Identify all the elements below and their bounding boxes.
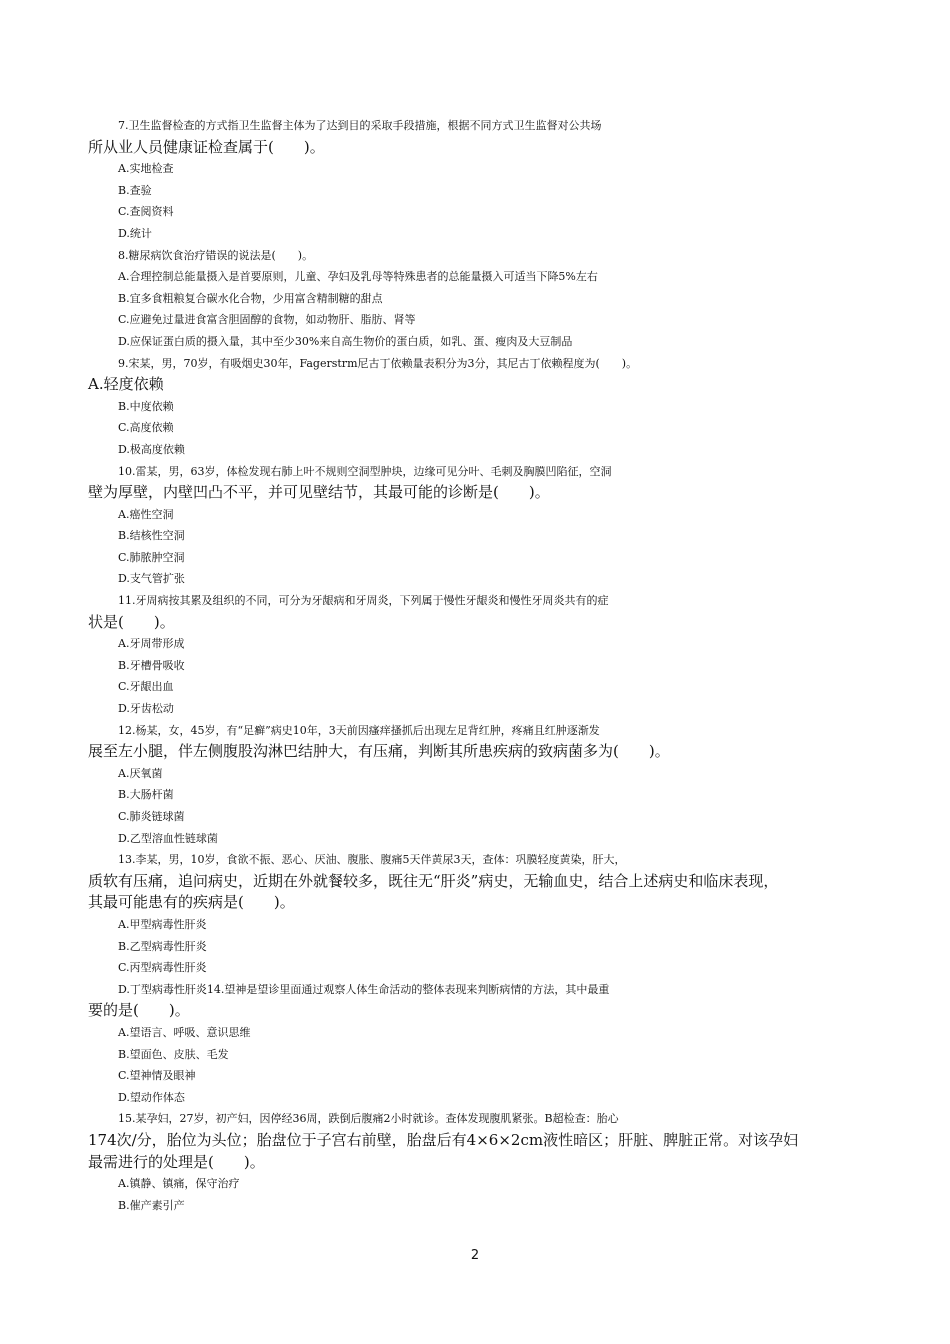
q12-stem-line-1: 12.杨某，女，45岁，有“足癣”病史10年，3天前因瘙痒搔抓后出现左足背红肿，疼痛且红肿逐渐发 (118, 723, 600, 737)
q8-option-d: D.应保证蛋白质的摄入量，其中至少30%来自高生物价的蛋白质，如乳、蛋、瘦肉及大豆制品 (118, 334, 573, 348)
q10-stem-line-2: 壁为厚壁，内壁凹凸不平，并可见壁结节，其最可能的诊断是( )。 (88, 483, 550, 502)
q8-option-a: A.合理控制总能量摄入是首要原则，儿童、孕妇及乳母等特殊患者的总能量摄入可适当下降5%左右 (118, 270, 598, 284)
q14-stem-line-2: 要的是( )。 (88, 1001, 190, 1020)
q9-option-b: B.中度依赖 (118, 399, 174, 413)
q9-stem: 9.宋某，男，70岁，有吸烟史30年，Fagerstrm尼古丁依赖量表积分为3分，其尼古丁依赖程度为( )。 (118, 356, 638, 370)
q9-option-a: A.轻度依赖 (88, 375, 164, 394)
q13-option-b: B.乙型病毒性肝炎 (118, 939, 207, 953)
q12-option-a: A.厌氧菌 (118, 766, 163, 780)
q11-option-b: B.牙槽骨吸收 (118, 658, 185, 672)
q11-option-c: C.牙龈出血 (118, 680, 174, 694)
q9-option-d: D.极高度依赖 (118, 442, 185, 456)
q11-option-d: D.牙齿松动 (118, 702, 174, 716)
q7-stem-line-1: 7.卫生监督检查的方式指卫生监督主体为了达到目的采取手段措施，根据不同方式卫生监督对公共场 (118, 119, 602, 132)
q13-stem-line-1: 13.李某，男，10岁，食欲不振、恶心、厌油、腹胀、腹痛5天伴黄尿3天，查体：巩膜轻度黄染，肝大， (118, 853, 626, 867)
page-number: 2 (470, 1248, 480, 1263)
q10-option-b: B.结核性空洞 (118, 529, 185, 543)
q10-option-a: A.癌性空洞 (118, 507, 174, 521)
q12-stem-line-2: 展至左小腿，伴左侧腹股沟淋巴结肿大，有压痛，判断其所患疾病的致病菌多为( )。 (88, 742, 670, 761)
q7-stem-line-2: 所从业人员健康证检查属于( )。 (88, 137, 325, 156)
q10-option-c: C.肺脓肿空洞 (118, 550, 185, 564)
q15-stem-line-1: 15.某孕妇，27岁，初产妇，因停经36周，跌倒后腹痛2小时就诊。查体发现腹肌紧张。B超检查：胎心 (118, 1112, 619, 1126)
q13-option-c: C.丙型病毒性肝炎 (118, 961, 207, 975)
q12-option-c: C.肺炎链球菌 (118, 810, 185, 823)
q15-stem-line-3: 最需进行的处理是( )。 (88, 1152, 265, 1171)
q14-option-c: C.望神情及眼神 (118, 1069, 196, 1083)
q14-option-b: B.望面色、皮肤、毛发 (118, 1047, 229, 1061)
q8-option-b: B.宜多食粗粮复合碳水化合物，少用富含精制糖的甜点 (118, 291, 383, 305)
q13-stem-line-3: 其最可能患有的疾病是( )。 (88, 893, 295, 912)
q10-stem-line-1: 10.雷某，男，63岁，体检发现右肺上叶不规则空洞型肿块，边缘可见分叶、毛刺及胸膜凹陷征，空洞 (118, 464, 612, 478)
q11-option-a: A.牙周带形成 (118, 637, 185, 651)
q7-option-d: D.统计 (118, 226, 152, 240)
q7-option-c: C.查阅资料 (118, 205, 174, 219)
q11-stem-line-1: 11.牙周病按其累及组织的不同，可分为牙龈病和牙周炎，下列属于慢性牙龈炎和慢性牙周炎共有的症 (118, 594, 609, 608)
q14-option-a: A.望语言、呼吸、意识思维 (118, 1025, 251, 1039)
q13-stem-line-2: 质软有压痛，追问病史，近期在外就餐较多，既往无“肝炎”病史，无输血史，结合上述病史和临床表现， (88, 871, 779, 890)
q9-option-c: C.高度依赖 (118, 421, 174, 435)
q13-option-d-q14-stem: D.丁型病毒性肝炎14.望神是望诊里面通过观察人体生命活动的整体表现来判断病情的方法，其中最重 (118, 982, 610, 996)
question-list (88, 115, 868, 1216)
q8-stem: 8.糖尿病饮食治疗错误的说法是( )。 (118, 248, 314, 262)
q8-option-c: C.应避免过量进食富含胆固醇的食物，如动物肝、脂肪、肾等 (118, 313, 416, 327)
q10-option-d: D.支气管扩张 (118, 572, 185, 586)
q12-option-b: B.大肠杆菌 (118, 788, 174, 802)
q7-option-b: B.查验 (118, 183, 152, 197)
q7-option-a: A.实地检查 (118, 162, 174, 176)
q14-option-d: D.望动作体态 (118, 1090, 185, 1104)
q15-option-b: B.催产素引产 (118, 1198, 185, 1212)
q12-option-d: D.乙型溶血性链球菌 (118, 831, 218, 845)
q15-stem-line-2: 174次/分，胎位为头位；胎盘位于子宫右前壁，胎盘后有4×6×2cm液性暗区；肝脏、脾脏正常。对该孕妇 (88, 1130, 799, 1149)
q15-option-a: A.镇静、镇痛，保守治疗 (118, 1177, 240, 1191)
q11-stem-line-2: 状是( )。 (88, 612, 175, 631)
q13-option-a: A.甲型病毒性肝炎 (118, 917, 207, 931)
